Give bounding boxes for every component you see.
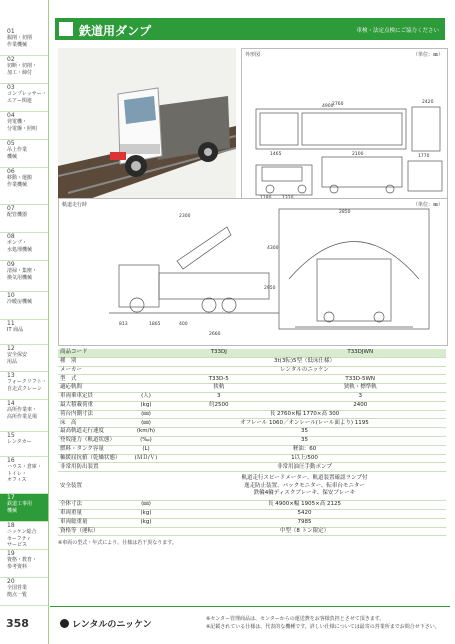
spec-value: 1以上/500: [163, 454, 446, 463]
spec-value: 35: [163, 428, 446, 437]
rail-mode-unit-label: （単位：㎜）: [412, 202, 443, 208]
table-row: [58, 527, 446, 536]
sidebar-item-number: 01: [7, 28, 15, 35]
sidebar-item-label: 水処理機械: [7, 246, 33, 253]
spec-label: 種 別: [58, 357, 129, 366]
spec-label: 全体寸法: [58, 501, 129, 510]
spec-label: 最大積載荷重: [58, 401, 129, 410]
spec-unit: [129, 527, 163, 536]
sidebar-item-number: 05: [7, 140, 15, 147]
spec-table: [58, 349, 446, 536]
spec-value: 狭軌・標準軌: [274, 384, 446, 393]
sidebar-item-15[interactable]: [0, 432, 48, 457]
table-row: [58, 392, 446, 401]
spec-value: 軽油：60: [163, 445, 446, 454]
table-row: [58, 401, 446, 410]
dimension-label: 1770: [418, 154, 430, 159]
table-row: [58, 410, 446, 419]
dimension-label: 1465: [270, 152, 282, 157]
sidebar-item-04[interactable]: [0, 112, 48, 140]
sidebar-item-number: 15: [7, 432, 15, 439]
sidebar-item-label: 機械: [7, 153, 18, 160]
sidebar-item-label: オフィス: [7, 477, 27, 484]
rail-mode-title: 軌道走行時: [62, 202, 88, 208]
spec-label: 資格等（運転）: [58, 527, 129, 536]
sidebar-item-label: セーフティ: [7, 535, 32, 542]
sidebar-item-19[interactable]: [0, 550, 48, 578]
sidebar-item-label: 参考資料: [7, 563, 28, 570]
spec-label: メーカー: [58, 366, 129, 375]
sidebar-item-number: 10: [7, 292, 15, 299]
table-row: [58, 509, 446, 518]
spec-label: 最高軌道走行速度: [58, 428, 129, 437]
spec-label: 安全装置: [58, 472, 129, 501]
spec-unit: (km/h): [129, 428, 163, 437]
sidebar-item-13[interactable]: [0, 372, 48, 400]
sidebar-item-16[interactable]: [0, 457, 48, 494]
spec-unit: [129, 375, 163, 384]
sidebar-item-number: 06: [7, 168, 15, 175]
table-row: [58, 501, 446, 510]
sidebar-item-number: 17: [7, 494, 15, 501]
table-row: [58, 384, 446, 393]
page-header: [55, 18, 445, 40]
table-row: [58, 445, 446, 454]
sidebar-item-01[interactable]: [0, 28, 48, 56]
sidebar-item-number: 20: [7, 578, 15, 585]
spec-label: 床 高: [58, 419, 129, 428]
sidebar-item-label: 冷暖房機械: [7, 299, 33, 306]
spec-value: 2400: [274, 401, 446, 410]
brand-logo: [60, 617, 152, 630]
spec-value: 狭軌: [163, 384, 274, 393]
dimension-label: 2950: [264, 286, 276, 291]
sidebar-item-label: 全国営業: [7, 585, 28, 592]
sidebar-item-12[interactable]: [0, 345, 48, 372]
sidebar-item-label: 作業機械: [7, 181, 28, 188]
dimension-label: 1865: [149, 322, 161, 327]
sidebar-item-label: トイレ・: [7, 470, 27, 477]
sidebar-item-label: 吊上作業: [7, 147, 28, 154]
spec-value: 7985: [163, 518, 446, 527]
sidebar-item-08[interactable]: [0, 233, 48, 261]
spec-value: レンタルのニッケン: [163, 366, 446, 375]
spec-label: 型 式: [58, 375, 129, 384]
sidebar-item-label: 作業機械: [7, 41, 28, 48]
sidebar-item-17[interactable]: [0, 494, 48, 522]
inspection-note: 車検・法定点検にご協力ください: [356, 28, 439, 34]
sidebar-item-label: 自走式クレーン: [7, 385, 42, 392]
sidebar-item-number: 14: [7, 400, 15, 407]
spec-value: 5420: [163, 509, 446, 518]
header-square-icon: [59, 22, 73, 36]
spec-value: T33D-5: [163, 375, 274, 384]
sidebar-item-label: 配管機器: [7, 212, 28, 219]
sidebar-item-06[interactable]: [0, 168, 48, 205]
sidebar-item-11[interactable]: [0, 320, 48, 345]
dimension-label: 813: [119, 322, 128, 327]
sidebar-item-label: 高所作業足場: [7, 413, 38, 420]
spec-unit: [129, 463, 163, 472]
page-title: 鉄道用ダンプ: [79, 24, 152, 38]
spec-unit: (‰): [129, 436, 163, 445]
spec-label: 非常用防出装置: [58, 463, 129, 472]
spec-header-row: [58, 349, 446, 357]
spec-unit: [129, 357, 163, 366]
sidebar-item-number: 12: [7, 345, 15, 352]
outline-drawing: [242, 49, 447, 199]
spec-header-cell: T33DJ: [163, 349, 274, 357]
spec-label: 軸緩屈抗値（乾燥状態）: [58, 454, 129, 463]
sidebar-item-20[interactable]: [0, 578, 48, 606]
dimension-label: 2660: [209, 332, 221, 337]
spec-label: 車両総重量: [58, 518, 129, 527]
sidebar-item-label: IT 商品: [7, 327, 24, 334]
spec-unit: [129, 384, 163, 393]
rail-mode-drawing: [59, 199, 447, 345]
dimension-label: 2100: [352, 152, 364, 157]
sidebar-item-number: 16: [7, 457, 15, 464]
sidebar-item-label: フォークリフト・: [7, 379, 47, 386]
spec-header-cell: T33DJWN: [274, 349, 446, 357]
sidebar-item-number: 08: [7, 233, 15, 240]
dimension-label: 2420: [422, 100, 434, 105]
table-row: [58, 366, 446, 375]
sidebar-item-14[interactable]: [0, 400, 48, 432]
spec-value: 軌道走行スピードメーター、軌道装置確認ランプ付 逸走防止装置、バックモニター、転車台モニター 鉄輪4輪ディスクブレーキ、保安ブレーキ: [163, 472, 446, 501]
sidebar-item-label: 機械: [7, 507, 18, 514]
spec-unit: (kg): [129, 401, 163, 410]
sidebar-item-number: 04: [7, 112, 15, 119]
spec-label: 車両重量: [58, 509, 129, 518]
sidebar-item-label: 加工・締付: [7, 69, 33, 76]
table-row: [58, 472, 446, 501]
spec-unit: (㎜): [129, 410, 163, 419]
spec-label: 適応軌間: [58, 384, 129, 393]
table-row: [58, 463, 446, 472]
spec-label: 荷台内側寸法: [58, 410, 129, 419]
sidebar-item-02[interactable]: [0, 56, 48, 84]
table-row: [58, 419, 446, 428]
spec-unit: (L): [129, 445, 163, 454]
sidebar-item-10[interactable]: [0, 292, 48, 320]
sidebar-item-label: ニッケン総合: [7, 529, 37, 536]
spec-value: 3: [163, 392, 274, 401]
table-row: [58, 454, 446, 463]
rail-mode-drawing-panel: [58, 198, 448, 346]
table-row: [58, 428, 446, 437]
sidebar-item-label: 掘削・切削: [7, 35, 33, 42]
spec-header-cell: 商品コード: [58, 349, 129, 357]
sidebar-item-label: エアー関連: [7, 97, 32, 104]
spec-value: 3t(3転)5型（低床仕様）: [163, 357, 446, 366]
logo-text: レンタルのニッケン: [72, 620, 152, 630]
sidebar-item-07[interactable]: [0, 205, 48, 233]
sidebar-item-label: 発電機・: [7, 119, 28, 126]
dimension-label: 4900: [322, 104, 334, 109]
spec-value: 長 2760×幅 1770×高 300: [163, 410, 446, 419]
spec-value: 非常用油圧手動ポンプ: [163, 463, 446, 472]
footer-note: ※センター管理商品は、センターからの運送費をお客様負担とさせて頂きます。: [206, 616, 385, 622]
sidebar-item-label: 分電盤・照明: [7, 125, 38, 132]
dimension-label: 400: [179, 322, 188, 327]
spec-value: 約2500: [163, 401, 274, 410]
sidebar-item-number: 18: [7, 522, 15, 529]
logo-mark-icon: [60, 619, 69, 628]
sidebar-item-label: サービス: [7, 542, 28, 549]
sidebar-item-number: 13: [7, 372, 15, 379]
dimension-label: 2850: [339, 210, 351, 215]
spec-value: T33D-5WN: [274, 375, 446, 384]
spec-unit: [129, 366, 163, 375]
table-row: [58, 436, 446, 445]
spec-value: 35: [163, 436, 446, 445]
sidebar: [0, 0, 49, 644]
sidebar-item-label: 切断・切削・: [7, 63, 38, 70]
sidebar-item-label: 清掃・集塵・: [7, 268, 38, 275]
spec-value: オフレール 1060／オンレール(レール面より) 1195: [163, 419, 446, 428]
sidebar-item-number: 11: [7, 320, 15, 327]
page-footer: [50, 606, 450, 637]
product-photo: [58, 48, 236, 203]
sidebar-item-number: 03: [7, 84, 15, 91]
sidebar-item-label: コンプレッサー・: [7, 91, 47, 98]
sidebar-item-label: 拠点一覧: [7, 591, 28, 598]
outline-unit-label: （単位：㎜）: [412, 52, 443, 58]
sidebar-item-label: 安全保安: [7, 352, 28, 359]
spec-unit: (kg): [129, 518, 163, 527]
outline-drawing-panel: [241, 48, 448, 200]
sidebar-item-05[interactable]: [0, 140, 48, 168]
sidebar-item-label: レンタカー: [7, 439, 32, 446]
sidebar-item-09[interactable]: [0, 261, 48, 292]
footer-note: ※記載されている仕様は、代表的な機種です。詳しい仕様については最寄の営業所までお問合せ下さい。: [206, 624, 440, 630]
sidebar-item-label: 高所作業車・: [7, 407, 38, 414]
spec-unit: (ＭＤ/Ｖ): [129, 454, 163, 463]
spec-value: 中型（8 トン限定）: [163, 527, 446, 536]
spec-unit: [129, 472, 163, 501]
sidebar-item-number: 07: [7, 205, 15, 212]
sidebar-item-label: 移動・運搬: [7, 175, 33, 182]
sidebar-item-label: 換気用機械: [7, 274, 33, 281]
sidebar-item-number: 09: [7, 261, 15, 268]
spec-value: 長 4900×幅 1905×高 2125: [163, 501, 446, 510]
sidebar-item-label: ハウス・倉庫・: [7, 464, 42, 471]
spec-label: 燃料・タンク容量: [58, 445, 129, 454]
dimension-label: 2760: [332, 102, 344, 107]
sidebar-item-03[interactable]: [0, 84, 48, 112]
sidebar-item-18[interactable]: [0, 522, 48, 550]
table-row: [58, 357, 446, 366]
table-row: [58, 518, 446, 527]
sidebar-item-label: ポンプ・: [7, 240, 28, 247]
page-number: 358: [6, 617, 29, 630]
spec-label: 登坂能力（軌道状態）: [58, 436, 129, 445]
spec-unit: (kg): [129, 509, 163, 518]
spec-value: 3: [274, 392, 446, 401]
spec-label: 車両乗車定員: [58, 392, 129, 401]
spec-footnote: ※車両の型式・年式により、仕様は若干異なります。: [58, 540, 177, 546]
sidebar-item-number: 19: [7, 550, 15, 557]
sidebar-item-label: 資格・教育・: [7, 557, 38, 564]
sidebar-item-number: 02: [7, 56, 15, 63]
dimension-label: 2300: [179, 214, 191, 219]
outline-drawing-title: 外形図: [245, 52, 261, 58]
spec-unit: (人): [129, 392, 163, 401]
sidebar-item-label: 用品: [7, 358, 18, 365]
table-row: [58, 375, 446, 384]
dimension-label: 4300: [267, 246, 279, 251]
spec-unit: (㎜): [129, 419, 163, 428]
sidebar-item-label: 鉄道工事用: [7, 501, 33, 508]
spec-unit: (㎜): [129, 501, 163, 510]
